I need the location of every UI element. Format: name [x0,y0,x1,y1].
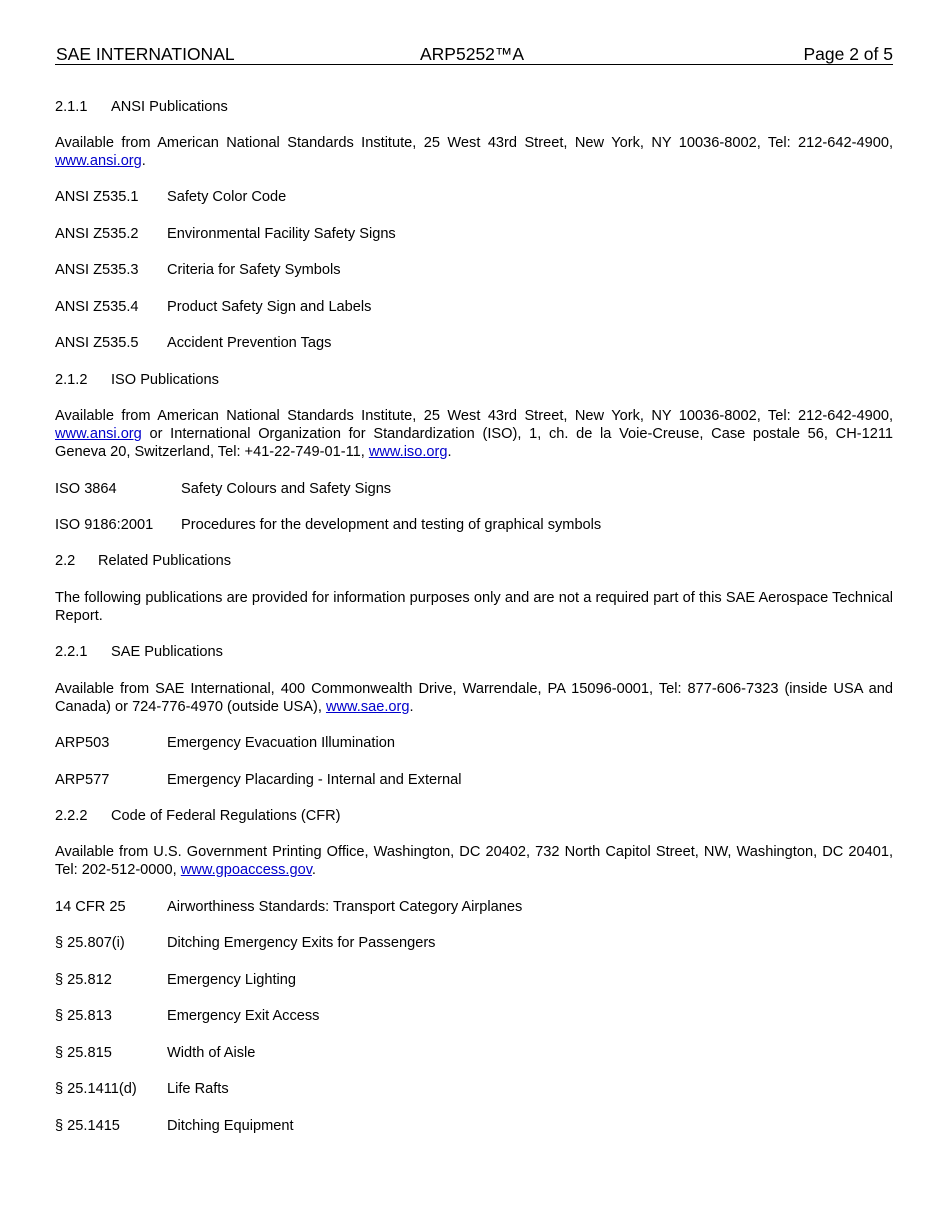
sae-link[interactable]: www.sae.org [325,699,410,715]
reference-item: ARP577 Emergency Placarding - Internal and External [55,772,462,788]
reference-item: ARP503 Emergency Evacuation Illumination [55,735,395,751]
header-document-id: ARP5252™A [420,44,525,64]
reference-item: ISO 9186:2001 Procedures for the development and testing of graphical symbols [55,517,602,533]
section-2-1-1-paragraph: Available from American National Standards Institute, 25 West 43rd Street, New York, NY 10036-8002, Tel: 212-642-4900, www.ansi.org. [55,135,893,169]
page-header [55,44,893,65]
iso-link[interactable]: www.iso.org [368,444,448,460]
section-2-2-paragraph: The following publications are provided for information purposes only and are not a required part of this SAE Aerospace Technical Report. [55,590,893,624]
reference-item: ANSI Z535.1 Safety Color Code [55,189,287,205]
header-page-number: Page 2 of 5 [803,44,893,64]
section-2-2-2-paragraph: Available from U.S. Government Printing Office, Washington, DC 20402, 732 North Capitol Street, NW, Washington, DC 20401, Tel: 202-512-0000, www.gpoaccess.gov. [55,844,893,878]
section-2-2-1-paragraph: Available from SAE International, 400 Commonwealth Drive, Warrendale, PA 15096-0001, Tel: 877-606-7323 (inside USA and Canada) or 724-776-4970 (outside USA), www.sae.org. [55,681,893,715]
reference-item: ISO 3864 Safety Colours and Safety Signs [55,481,392,497]
reference-item: ANSI Z535.2 Environmental Facility Safety Signs [55,226,396,242]
reference-item: § 25.1411(d) Life Rafts [55,1081,229,1097]
gpoaccess-link[interactable]: www.gpoaccess.gov [180,862,312,878]
section-heading-2-2: 2.2 Related Publications [55,553,232,569]
reference-item: 14 CFR 25 Airworthiness Standards: Transport Category Airplanes [55,899,523,915]
reference-item: ANSI Z535.5 Accident Prevention Tags [55,335,332,351]
ansi-link[interactable]: www.ansi.org [55,426,142,442]
section-heading-2-2-1: 2.2.1 SAE Publications [55,644,223,660]
reference-item: ANSI Z535.4 Product Safety Sign and Labels [55,299,372,315]
section-heading-2-1-1: 2.1.1 ANSI Publications [55,99,228,115]
reference-item: ANSI Z535.3 Criteria for Safety Symbols [55,262,341,278]
section-2-1-2-paragraph: Available from American National Standards Institute, 25 West 43rd Street, New York, NY 10036-8002, Tel: 212-642-4900, www.ansi.org or International Organization for Standardization (ISO), 1, ch. de la Voie-Creuse, Case postale 56, CH-1211 Geneva 20, Switzerland, Tel: +41-22-749-01-11, www.iso.org. [55,408,893,460]
reference-item: § 25.813 Emergency Exit Access [55,1008,320,1024]
reference-item: § 25.812 Emergency Lighting [55,972,296,988]
section-heading-2-2-2: 2.2.2 Code of Federal Regulations (CFR) [55,808,341,824]
reference-item: § 25.815 Width of Aisle [55,1045,256,1061]
section-heading-2-1-2: 2.1.2 ISO Publications [55,372,219,388]
reference-item: § 25.807(i) Ditching Emergency Exits for Passengers [55,935,436,951]
reference-item: § 25.1415 Ditching Equipment [55,1118,294,1134]
header-organization: SAE INTERNATIONAL [56,44,235,64]
ansi-link[interactable]: www.ansi.org [55,153,142,169]
